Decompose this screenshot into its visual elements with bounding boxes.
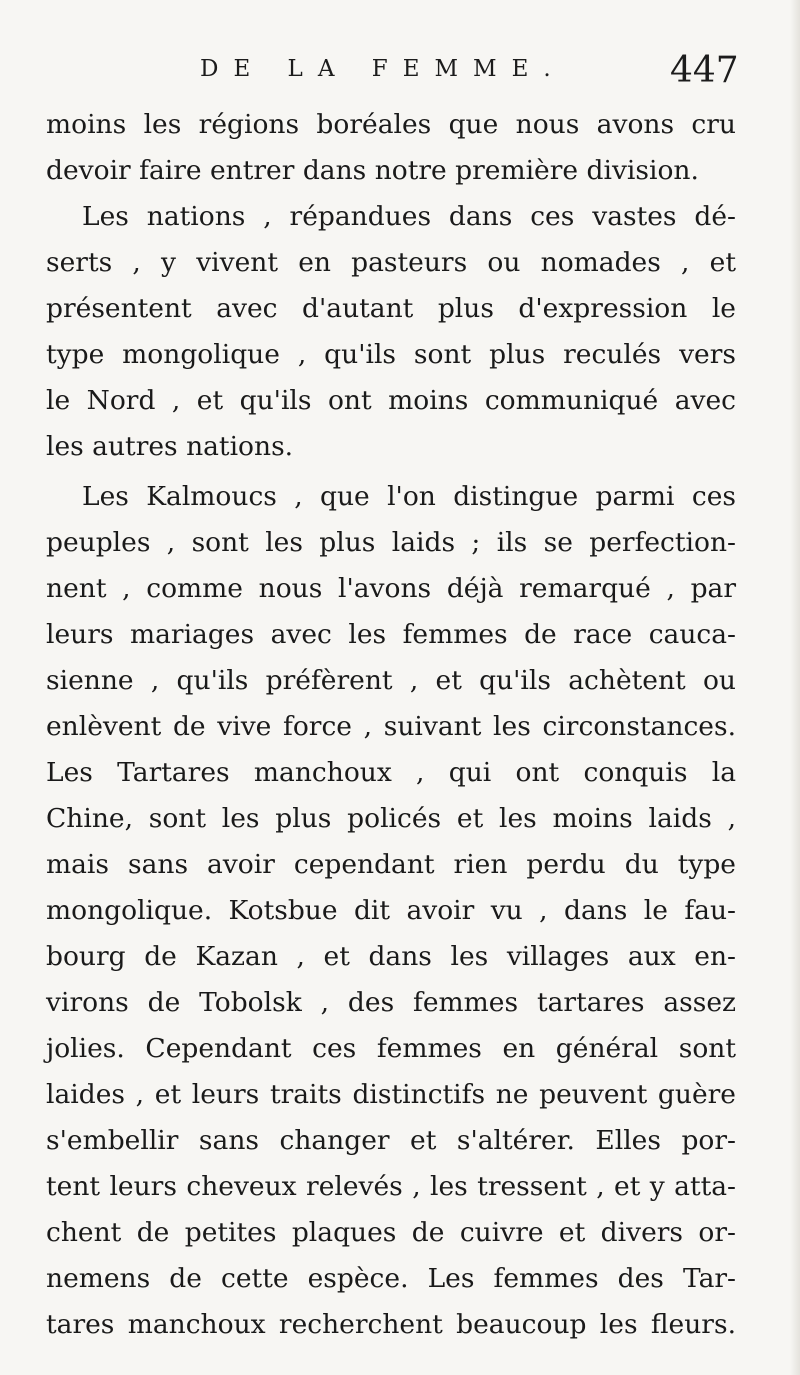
- text-line: virons de Tobolsk , des femmes tartares assez: [46, 987, 736, 1018]
- paragraph-start-line: Les Kalmoucs , que l'on distingue parmi ces: [82, 481, 736, 512]
- text-line: moins les régions boréales que nous avons cru: [46, 109, 736, 140]
- text-line: leurs mariages avec les femmes de race cauca-: [46, 619, 736, 650]
- text-line: chent de petites plaques de cuivre et divers or-: [46, 1217, 736, 1248]
- page-number: 447: [670, 50, 739, 91]
- page-header: [200, 50, 739, 96]
- text-line: Les Tartares manchoux , qui ont conquis la: [46, 757, 736, 788]
- text-line: s'embellir sans changer et s'altérer. Elles por-: [46, 1125, 736, 1156]
- text-line: bourg de Kazan , et dans les villages aux en-: [46, 941, 736, 972]
- text-line: enlèvent de vive force , suivant les circonstances.: [46, 711, 736, 742]
- text-line: présentent avec d'autant plus d'expression le: [46, 293, 736, 324]
- page-edge: [790, 0, 800, 1375]
- text-line: Chine, sont les plus policés et les moins laids ,: [46, 803, 736, 834]
- text-line: type mongolique , qu'ils sont plus reculés vers: [46, 339, 736, 370]
- text-line: devoir faire entrer dans notre première division.: [46, 155, 699, 186]
- text-line: nent , comme nous l'avons déjà remarqué , par: [46, 573, 736, 604]
- text-line: peuples , sont les plus laids ; ils se perfection-: [46, 527, 736, 558]
- text-line: tares manchoux recherchent beaucoup les fleurs.: [46, 1309, 736, 1340]
- text-line: mais sans avoir cependant rien perdu du type: [46, 849, 736, 880]
- text-line: le Nord , et qu'ils ont moins communiqué avec: [46, 385, 736, 416]
- text-line: tent leurs cheveux relevés , les tressent , et y atta-: [46, 1171, 736, 1202]
- text-line: jolies. Cependant ces femmes en général sont: [46, 1033, 736, 1064]
- text-line: les autres nations.: [46, 431, 294, 462]
- running-title: DE LA FEMME.: [200, 56, 566, 82]
- text-line: laides , et leurs traits distinctifs ne peuvent guère: [46, 1079, 736, 1110]
- text-line: sienne , qu'ils préfèrent , et qu'ils achètent ou: [46, 665, 736, 696]
- text-line: nemens de cette espèce. Les femmes des Tar-: [46, 1263, 736, 1294]
- paragraph-start-line: Les nations , répandues dans ces vastes dé-: [82, 201, 736, 232]
- text-line: serts , y vivent en pasteurs ou nomades , et: [46, 247, 736, 278]
- text-line: mongolique. Kotsbue dit avoir vu , dans le fau-: [46, 895, 736, 926]
